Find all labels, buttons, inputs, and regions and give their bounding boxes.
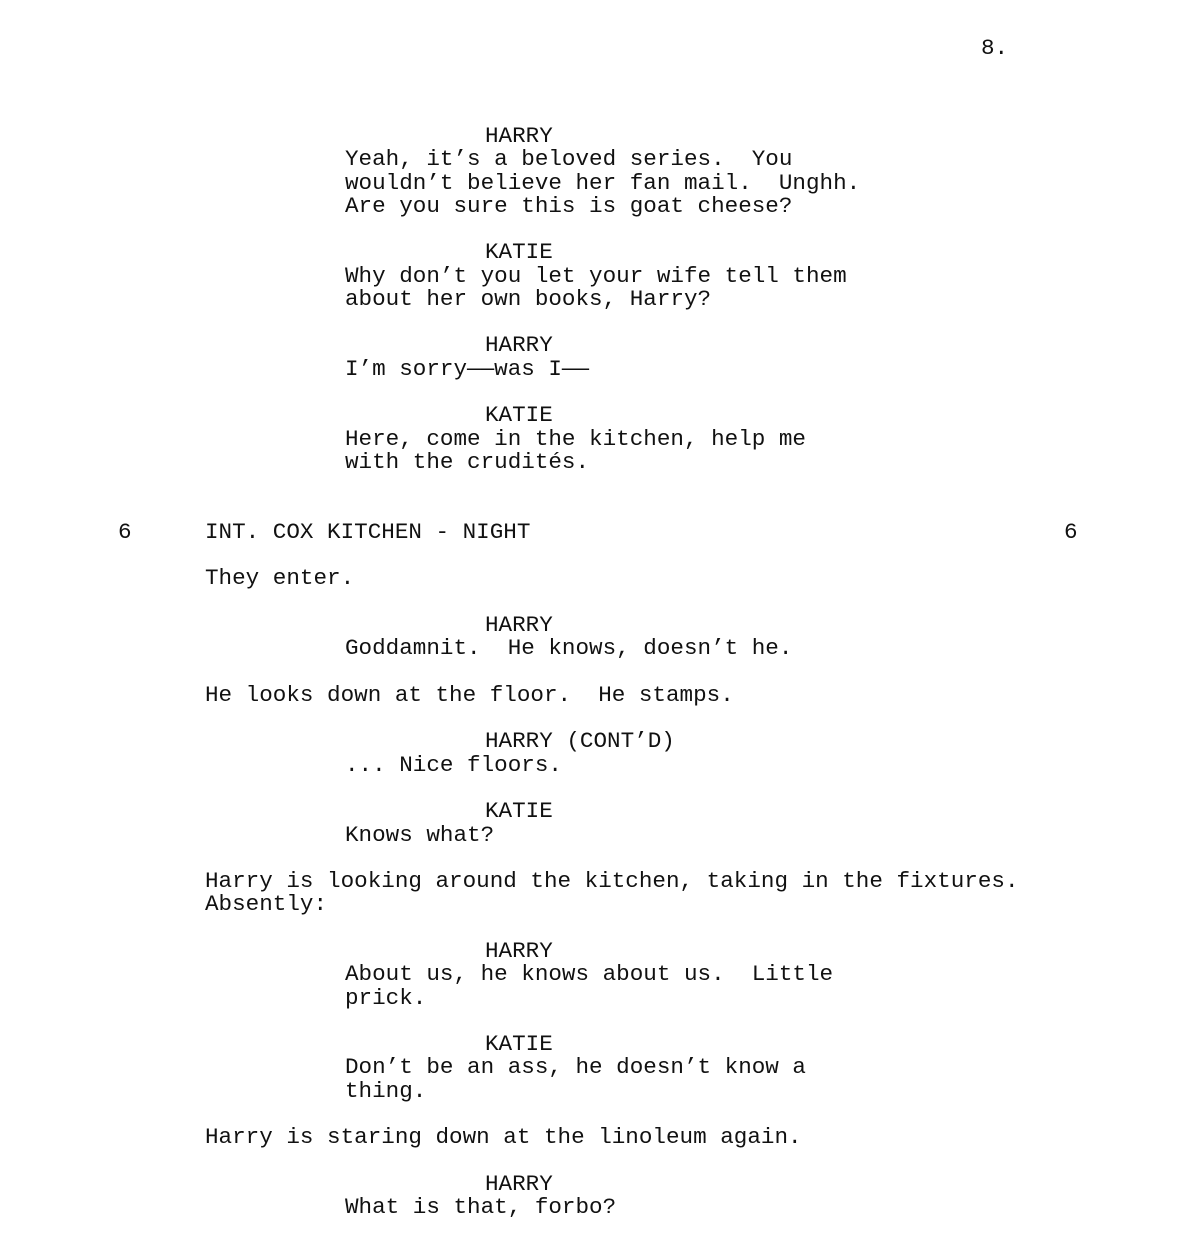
dialogue-line: ... Nice floors. — [345, 752, 562, 778]
dialogue-line: What is that, forbo? — [345, 1194, 617, 1220]
action-line: Harry is staring down at the linoleum again. — [205, 1124, 802, 1150]
character-name: HARRY — [485, 938, 553, 964]
scene-number-right: 6 — [1064, 519, 1078, 545]
action-line: They enter. — [205, 565, 355, 591]
character-name: HARRY — [485, 612, 553, 638]
dialogue-line: Are you sure this is goat cheese? — [345, 193, 793, 219]
action-line: Absently: — [205, 891, 328, 917]
page-number: 8. — [981, 35, 1009, 61]
dialogue-line: about her own books, Harry? — [345, 286, 712, 312]
dialogue-line: Here, come in the kitchen, help me — [345, 426, 806, 452]
character-name: KATIE — [485, 402, 553, 428]
dialogue-line: with the crudités. — [345, 449, 590, 475]
character-name: KATIE — [485, 1031, 553, 1057]
dialogue-line: Yeah, it’s a beloved series. You — [345, 146, 793, 172]
dialogue-line: Knows what? — [345, 822, 495, 848]
dialogue-line: About us, he knows about us. Little — [345, 961, 834, 987]
action-line: Harry is looking around the kitchen, taking in the fixtures. — [205, 868, 1019, 894]
action-line: He looks down at the floor. He stamps. — [205, 682, 734, 708]
character-name: HARRY (CONT’D) — [485, 728, 675, 754]
character-name: HARRY — [485, 1171, 553, 1197]
dialogue-line: prick. — [345, 985, 427, 1011]
dialogue-line: Why don’t you let your wife tell them — [345, 263, 847, 289]
character-name: HARRY — [485, 123, 553, 149]
dialogue-line: wouldn’t believe her fan mail. Unghh. — [345, 170, 861, 196]
scene-heading: INT. COX KITCHEN - NIGHT — [205, 519, 531, 545]
dialogue-line: Don’t be an ass, he doesn’t know a — [345, 1054, 806, 1080]
character-name: HARRY — [485, 332, 553, 358]
dialogue-line: Goddamnit. He knows, doesn’t he. — [345, 635, 793, 661]
character-name: KATIE — [485, 798, 553, 824]
scene-number-left: 6 — [118, 519, 132, 545]
character-name: KATIE — [485, 239, 553, 265]
dialogue-line: thing. — [345, 1078, 427, 1104]
dialogue-line: I’m sorry——was I—— — [345, 356, 590, 382]
